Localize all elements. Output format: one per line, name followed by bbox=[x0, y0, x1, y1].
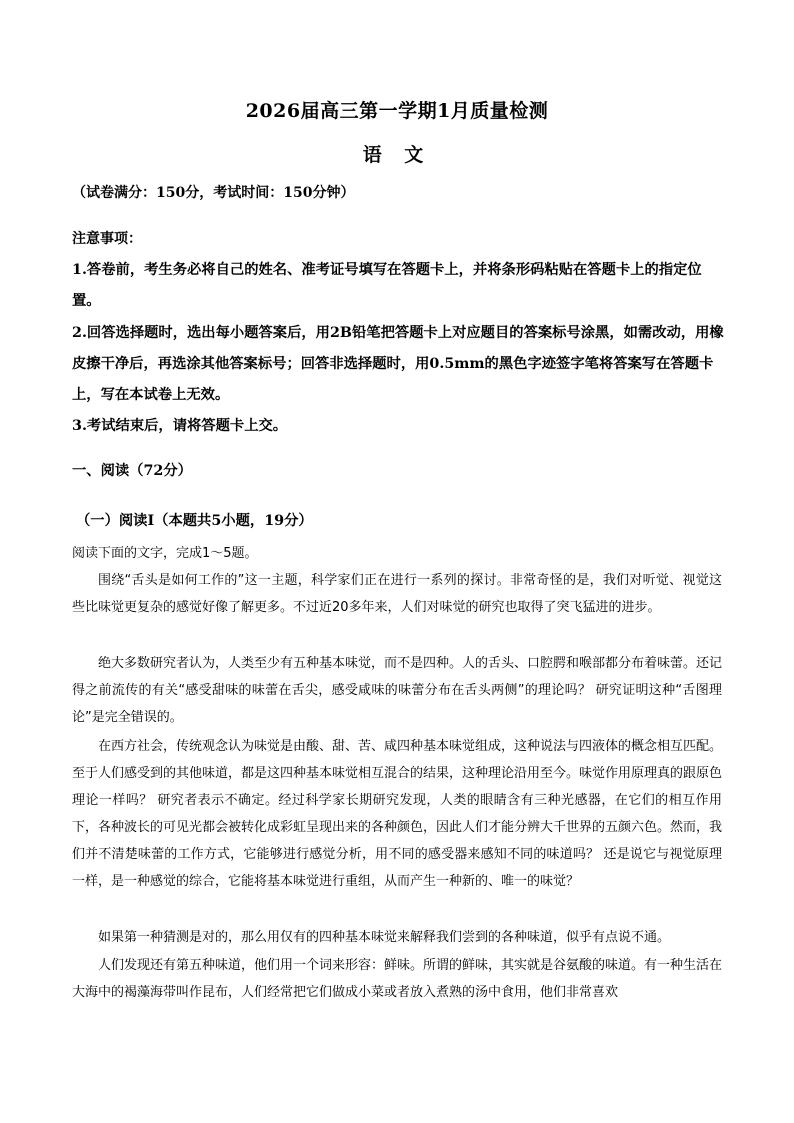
notice-item-1: 1.答卷前，考生务必将自己的姓名、准考证号填写在答题卡上，并将条形码粘贴在答题卡上的指定位置。 bbox=[72, 262, 702, 309]
notice-item-2: 2.回答选择题时，选出每小题答案后，用2B铅笔把答题卡上对应题目的答案标号涂黑，如需改动，用橡皮擦干净后，再选涂其他答案标号；回答非选择题时，用0.5mm的黑色字迹签字笔将答案写在答题卡上，写在本试卷上无效。 bbox=[72, 325, 724, 403]
passage-paragraph-1: 围绕“舌头是如何工作的”这一主题，科学家们正在进行一系列的探讨。非常奇怪的是，我们对听觉、视觉这些比味觉更复杂的感觉好像了解更多。不过近20多年来，人们对味觉的研究也取得了突飞猛进的进步。 bbox=[72, 573, 722, 615]
passage-paragraph-5: 人们发现还有第五种味道，他们用一个词来形容：鲜味。所谓的鲜味，其实就是谷氨酸的味道。有一种生活在大海中的褐藻海带叫作昆布，人们经常把它们做成小菜或者放入煮熟的汤中食用，他们非常喜欢 bbox=[72, 958, 723, 1000]
passage-paragraph-4: 如果第一种猜测是对的，那么用仅有的四种基本味觉来解释我们尝到的各种味道，似乎有点说不通。 bbox=[98, 930, 671, 945]
section-heading: 一、阅读（72分） bbox=[72, 463, 192, 479]
subsection-heading: （一）阅读Ⅰ（本题共5小题，19分） bbox=[76, 513, 313, 529]
notice-heading: 注意事项： bbox=[72, 231, 142, 247]
exam-meta: （试卷满分：150分，考试时间：150分钟） bbox=[72, 185, 355, 201]
notice-item-3: 3.考试结束后，请将答题卡上交。 bbox=[72, 418, 288, 434]
passage-paragraph-3: 在西方社会，传统观念认为味觉是由酸、甜、苦、咸四种基本味觉组成，这种说法与四液体的概念相互匹配。至于人们感受到的其他味道，都是这四种基本味觉相互混合的结果，这种理论沿用至今。味觉作用原理真的跟原色理论一样吗？ 研究者表示不确定。经过科学家长期研究发现，人类的眼睛含有三种光感器，在它们的相互作用下，各种波长的可见光都会被转化成彩虹呈现出来的各种颜色，因此人们才能分辨大千世界的五颜六色。然而，我们并不清楚味蕾的工作方式，它能够进行感觉分析，用不同的感受器来感知不同的味道吗？ 还是说它与视觉原理一样，是一种感觉的综合，它能将基本味觉进行重组，从而产生一种新的、唯一的味觉？ bbox=[72, 739, 723, 889]
exam-title: 2026届高三第一学期1月质量检测 bbox=[245, 100, 549, 122]
passage-paragraph-2: 绝大多数研究者认为，人类至少有五种基本味觉，而不是四种。人的舌头、口腔腭和喉部都分布着味蕾。还记得之前流传的有关“感受甜味的味蕾在舌尖，感受咸味的味蕾分布在舌头两侧”的理论吗？ 研究证明这种“舌图理论”是完全错误的。 bbox=[72, 656, 723, 725]
subject-title: 语 文 bbox=[362, 144, 432, 166]
reading-instruction: 阅读下面的文字，完成1～5题。 bbox=[72, 546, 258, 561]
